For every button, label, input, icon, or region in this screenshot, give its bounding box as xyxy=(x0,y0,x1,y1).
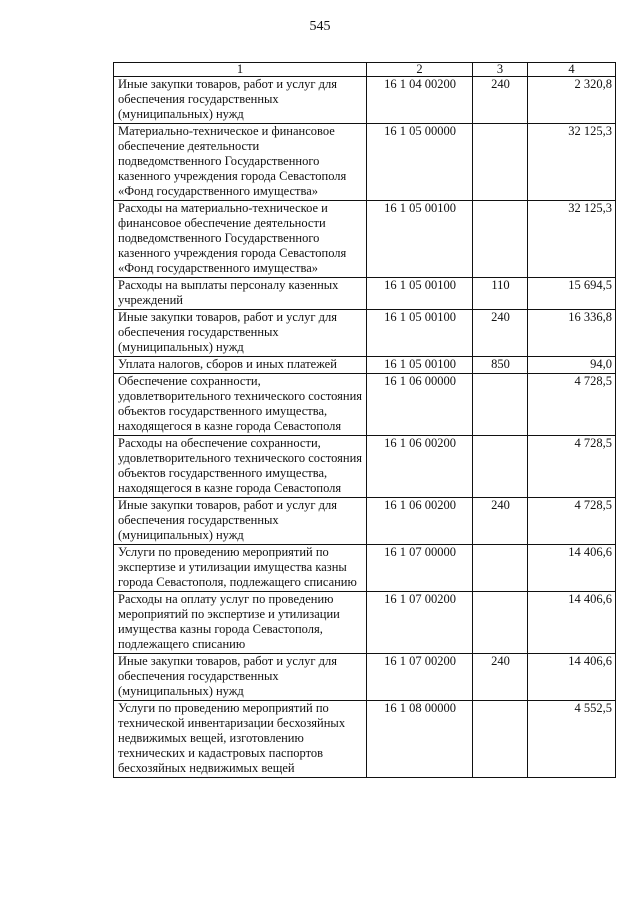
table-row xyxy=(114,498,616,545)
table-row xyxy=(114,310,616,357)
cell-code: 16 1 07 00000 xyxy=(367,545,473,592)
table-row xyxy=(114,201,616,278)
cell-expense-type: 240 xyxy=(473,310,528,357)
cell-amount: 15 694,5 xyxy=(528,278,616,310)
table-row xyxy=(114,124,616,201)
cell-name: Иные закупки товаров, работ и услуг для обеспечения государственных (муниципальных) нужд xyxy=(114,654,367,701)
cell-expense-type: 110 xyxy=(473,278,528,310)
cell-expense-type xyxy=(473,201,528,278)
cell-name: Расходы на материально-техническое и финансовое обеспечение деятельности подведомственного Государственного казенного учреждения города Севастополя «Фонд государственного имущества» xyxy=(114,201,367,278)
cell-amount: 14 406,6 xyxy=(528,545,616,592)
cell-amount: 2 320,8 xyxy=(528,77,616,124)
cell-expense-type: 240 xyxy=(473,654,528,701)
cell-expense-type xyxy=(473,592,528,654)
cell-amount: 32 125,3 xyxy=(528,201,616,278)
cell-code: 16 1 06 00200 xyxy=(367,436,473,498)
cell-expense-type xyxy=(473,374,528,436)
column-header-4: 4 xyxy=(528,63,616,77)
table-row xyxy=(114,545,616,592)
cell-code: 16 1 05 00000 xyxy=(367,124,473,201)
cell-amount: 4 728,5 xyxy=(528,374,616,436)
table-header-row xyxy=(114,63,616,77)
table-row xyxy=(114,357,616,374)
cell-name: Уплата налогов, сборов и иных платежей xyxy=(114,357,367,374)
table-row xyxy=(114,436,616,498)
cell-amount: 14 406,6 xyxy=(528,654,616,701)
cell-amount: 4 728,5 xyxy=(528,436,616,498)
column-header-2: 2 xyxy=(367,63,473,77)
cell-amount: 32 125,3 xyxy=(528,124,616,201)
page-number: 545 xyxy=(309,19,331,34)
cell-code: 16 1 05 00100 xyxy=(367,201,473,278)
cell-name: Иные закупки товаров, работ и услуг для обеспечения государственных (муниципальных) нужд xyxy=(114,498,367,545)
table-row xyxy=(114,77,616,124)
cell-amount: 16 336,8 xyxy=(528,310,616,357)
cell-name: Расходы на выплаты персоналу казенных учреждений xyxy=(114,278,367,310)
cell-name: Расходы на обеспечение сохранности, удовлетворительного технического состояния объектов государственного имущества, находящегося в казне города Севастополя xyxy=(114,436,367,498)
table-row xyxy=(114,592,616,654)
cell-name: Услуги по проведению мероприятий по экспертизе и утилизации имущества казны города Севастополя, подлежащего списанию xyxy=(114,545,367,592)
cell-amount: 14 406,6 xyxy=(528,592,616,654)
cell-amount: 4 552,5 xyxy=(528,701,616,778)
cell-code: 16 1 05 00100 xyxy=(367,278,473,310)
cell-name: Иные закупки товаров, работ и услуг для обеспечения государственных (муниципальных) нужд xyxy=(114,77,367,124)
cell-name: Услуги по проведению мероприятий по технической инвентаризации бесхозяйных недвижимых вещей, изготовлению технических и кадастровых паспортов бесхозяйных недвижимых вещей xyxy=(114,701,367,778)
column-header-1: 1 xyxy=(114,63,367,77)
cell-expense-type xyxy=(473,436,528,498)
cell-code: 16 1 07 00200 xyxy=(367,654,473,701)
cell-expense-type xyxy=(473,124,528,201)
cell-code: 16 1 05 00100 xyxy=(367,357,473,374)
table-row xyxy=(114,701,616,778)
cell-code: 16 1 07 00200 xyxy=(367,592,473,654)
cell-expense-type: 240 xyxy=(473,498,528,545)
cell-code: 16 1 06 00200 xyxy=(367,498,473,545)
cell-expense-type xyxy=(473,545,528,592)
budget-table xyxy=(113,62,616,778)
budget-table-body xyxy=(114,63,616,778)
cell-code: 16 1 04 00200 xyxy=(367,77,473,124)
cell-name: Материально-техническое и финансовое обеспечение деятельности подведомственного Государственного казенного учреждения города Севастополя «Фонд государственного имущества» xyxy=(114,124,367,201)
column-header-3: 3 xyxy=(473,63,528,77)
cell-code: 16 1 08 00000 xyxy=(367,701,473,778)
cell-code: 16 1 05 00100 xyxy=(367,310,473,357)
table-row xyxy=(114,654,616,701)
cell-amount: 94,0 xyxy=(528,357,616,374)
cell-name: Иные закупки товаров, работ и услуг для обеспечения государственных (муниципальных) нужд xyxy=(114,310,367,357)
cell-name: Обеспечение сохранности, удовлетворительного технического состояния объектов государственного имущества, находящегося в казне города Севастополя xyxy=(114,374,367,436)
cell-code: 16 1 06 00000 xyxy=(367,374,473,436)
cell-expense-type xyxy=(473,701,528,778)
cell-expense-type: 850 xyxy=(473,357,528,374)
cell-amount: 4 728,5 xyxy=(528,498,616,545)
table-row xyxy=(114,374,616,436)
cell-expense-type: 240 xyxy=(473,77,528,124)
cell-name: Расходы на оплату услуг по проведению мероприятий по экспертизе и утилизации имущества казны города Севастополя, подлежащего списанию xyxy=(114,592,367,654)
table-row xyxy=(114,278,616,310)
